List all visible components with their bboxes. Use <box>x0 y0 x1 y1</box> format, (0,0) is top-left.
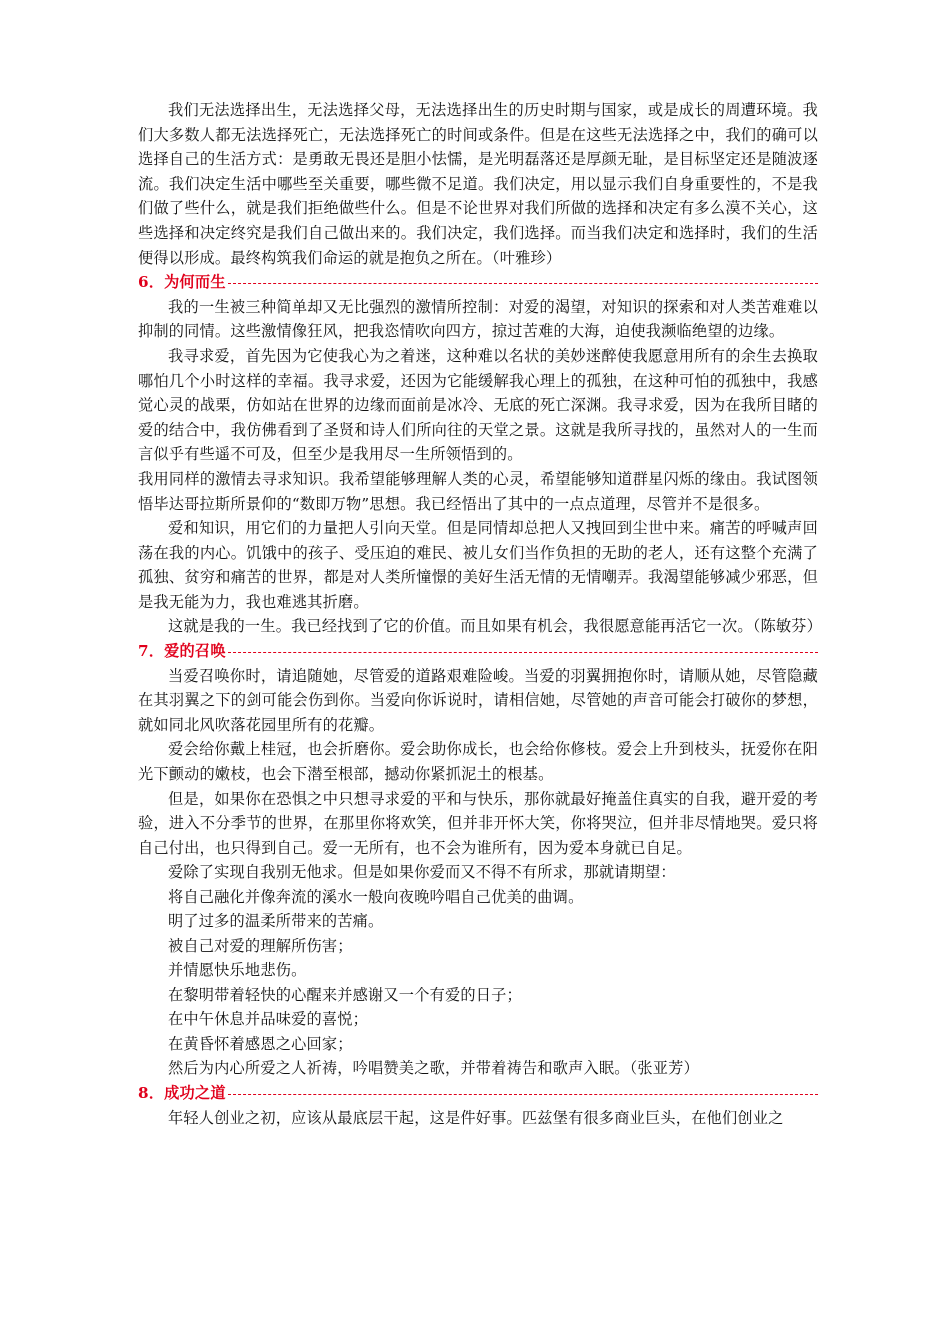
section-7-heading <box>138 639 818 664</box>
document-page <box>138 98 823 1130</box>
intro-paragraph: 我们无法选择出生，无法选择父母，无法选择出生的历史时期与国家，或是成长的周遭环境。我们大多数人都无法选择死亡，无法选择死亡的时间或条件。但是在这些无法选择之中，我们的确可以选择自己的生活方式：是勇敢无畏还是胆小怯懦，是光明磊落还是厚颜无耻，是目标坚定还是随波逐流。我们决定生活中哪些至关重要，哪些微不足道。我们决定，用以显示我们自身重要性的，不是我们做了些什么，就是我们拒绝做些什么。但是不论世界对我们所做的选择和决定有多么漠不关心，这些选择和决定终究是我们自己做出来的。我们决定，我们选择。而当我们决定和选择时，我们的生活便得以形成。最终构筑我们命运的就是抱负之所在。（叶雅珍） <box>138 101 818 267</box>
verse-line: 明了过多的温柔所带来的苦痛。 <box>168 912 384 931</box>
section-6-paragraph-3: 我用同样的激情去寻求知识。我希望能够理解人类的心灵，希望能够知道群星闪烁的缘由。我试图领悟毕达哥拉斯所景仰的“数即万物”思想。我已经悟出了其中的一点点道理，尽管并不是很多。 <box>138 469 818 513</box>
section-7-paragraph-1: 当爱召唤你时，请追随她，尽管爱的道路艰难险峻。当爱的羽翼拥抱你时，请顺从她，尽管隐藏在其羽翼之下的剑可能会伤到你。当爱向你诉说时，请相信她，尽管她的声音可能会打破你的梦想，就如同北风吹落花园里所有的花瓣。 <box>138 666 818 734</box>
heading-divider <box>228 652 818 653</box>
verse-line: 在黄昏怀着感恩之心回家； <box>168 1034 353 1053</box>
verse-line: 在中午休息并品味爱的喜悦； <box>168 1010 369 1029</box>
section-7-paragraph-2: 爱会给你戴上桂冠，也会折磨你。爱会助你成长，也会给你修枝。爱会上升到枝头，抚爱你在阳光下颤动的嫩枝，也会下潜至根部，撼动你紧抓泥土的根基。 <box>138 740 818 784</box>
section-8-paragraph-1: 年轻人创业之初，应该从最底层干起，这是件好事。匹兹堡有很多商业巨头，在他们创业之 <box>168 1108 784 1127</box>
heading-divider <box>228 1094 818 1095</box>
section-7-paragraph-3: 但是，如果你在恐惧之中只想寻求爱的平和与快乐，那你就最好掩盖住真实的自我，避开爱的考验，进入不分季节的世界，在那里你将欢笑，但并非开怀大笑，你将哭泣，但并非尽情地哭。爱只将自己付出，也只得到自己。爱一无所有，也不会为谁所有，因为爱本身就已自足。 <box>138 789 818 857</box>
verse-line: 并情愿快乐地悲伤。 <box>168 961 307 980</box>
verse-line: 将自己融化并像奔流的溪水一般向夜晚吟唱自己优美的曲调。 <box>168 887 584 906</box>
heading-divider <box>228 283 818 284</box>
section-8-heading <box>138 1081 818 1106</box>
section-8-title: 8．成功之道 <box>138 1083 226 1102</box>
section-6-paragraph-4: 爱和知识，用它们的力量把人引向天堂。但是同情却总把人又拽回到尘世中来。痛苦的呼喊声回荡在我的内心。饥饿中的孩子、受压迫的难民、被儿女们当作负担的无助的老人，还有这整个充满了孤独、贫穷和痛苦的世界，都是对人类所憧憬的美好生活无情的无情嘲弄。我渴望能够减少邪恶，但是我无能为力，我也难逃其折磨。 <box>138 519 818 611</box>
section-6-paragraph-1: 我的一生被三种简单却又无比强烈的激情所控制：对爱的渴望，对知识的探索和对人类苦难难以抑制的同情。这些激情像狂风，把我恣情吹向四方，掠过苦难的大海，迫使我濒临绝望的边缘。 <box>138 297 818 341</box>
verse-line: 被自己对爱的理解所伤害； <box>168 936 353 955</box>
section-6-title: 6．为何而生 <box>138 273 226 292</box>
verse-line: 爱除了实现自我别无他求。但是如果你爱而又不得不有所求，那就请期望： <box>168 863 676 882</box>
verse-line: 在黎明带着轻快的心醒来并感谢又一个有爱的日子； <box>168 985 522 1004</box>
section-6-paragraph-2: 我寻求爱，首先因为它使我心为之着迷，这种难以名状的美妙迷醉使我愿意用所有的余生去换取哪怕几个小时这样的幸福。我寻求爱，还因为它能缓解我心理上的孤独，在这种可怕的孤独中，我感觉心灵的战栗，仿如站在世界的边缘而面前是冰冷、无底的死亡深渊。我寻求爱，因为在我所目睹的爱的结合中，我仿佛看到了圣贤和诗人们所向往的天堂之景。这就是我所寻找的，虽然对人的一生而言似乎有些遥不可及，但至少是我用尽一生所领悟到的。 <box>138 346 818 464</box>
verse-line: 然后为内心所爱之人祈祷，吟唱赞美之歌，并带着祷告和歌声入眠。（张亚芳） <box>168 1059 699 1078</box>
section-6-heading <box>138 270 818 295</box>
section-7-title: 7．爱的召唤 <box>138 642 226 661</box>
section-6-paragraph-5: 这就是我的一生。我已经找到了它的价值。而且如果有机会，我很愿意能再活它一次。（陈敏芬） <box>168 617 823 636</box>
